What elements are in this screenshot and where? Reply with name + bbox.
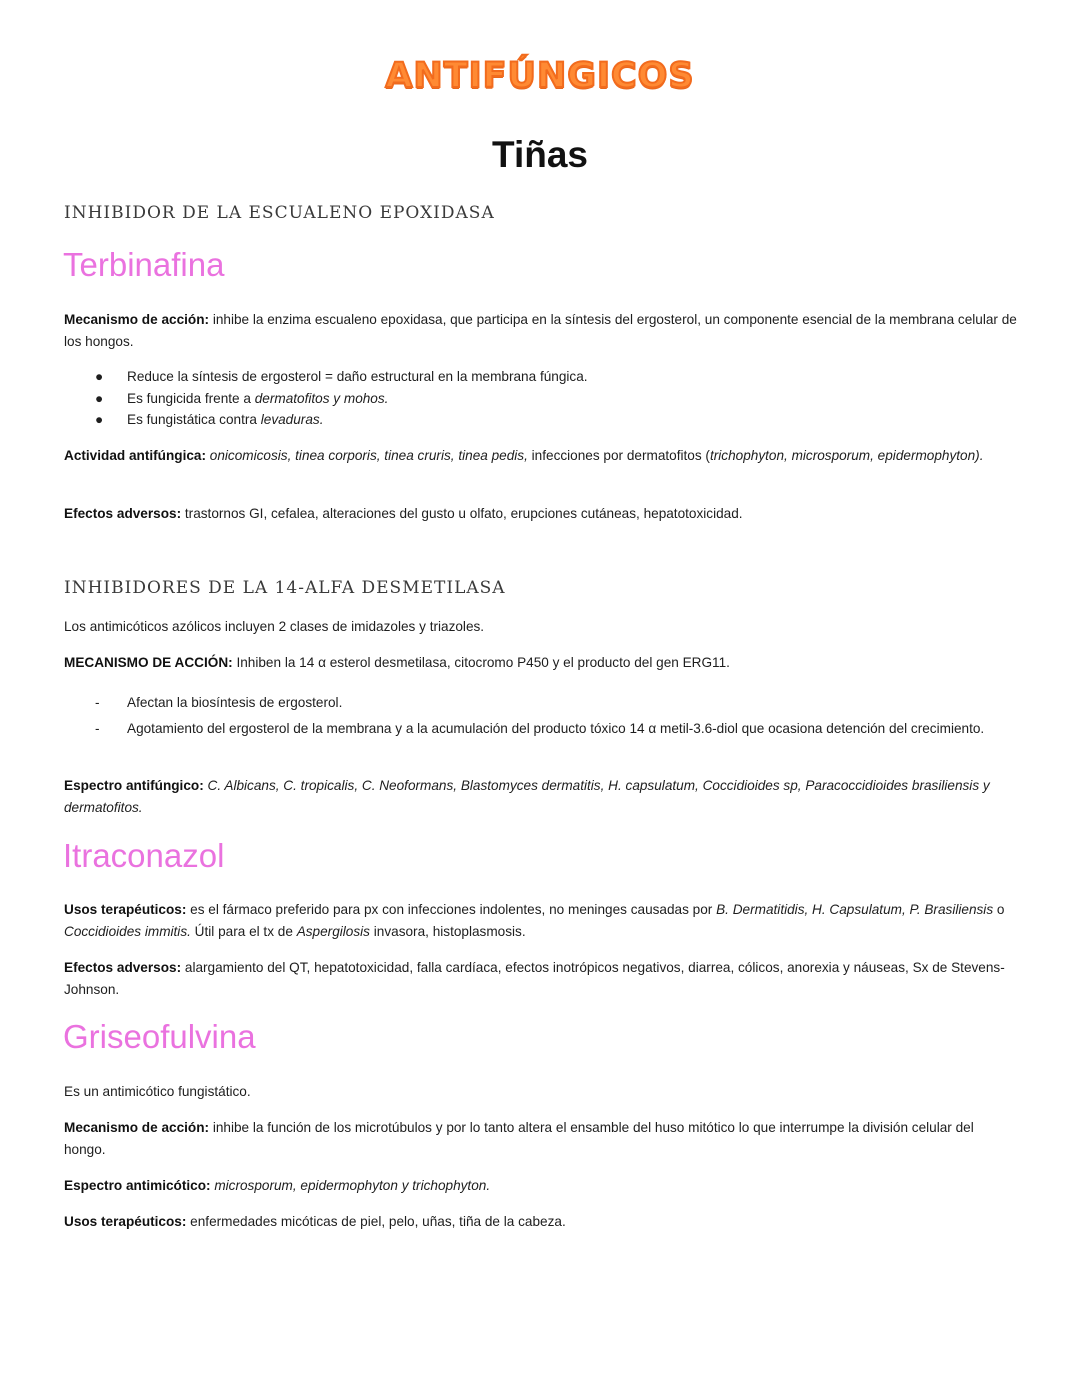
terbinafina-adverse <box>64 503 1019 525</box>
text: Inhiben la 14 α esterol desmetilasa, citocromo P450 y el producto del gen ERG11. <box>232 655 730 670</box>
list-item <box>64 692 1019 714</box>
text: inhibe la función de los microtúbulos y por lo tanto altera el ensamble del huso mitótico lo que interrumpe la división celular del hongo. <box>64 1120 974 1157</box>
griseofulvina-mechanism <box>64 1117 1019 1160</box>
text: alargamiento del QT, hepatotoxicidad, falla cardíaca, efectos inotrópicos negativos, diarrea, cólicos, anorexia y náuseas, Sx de Stevens-Johnson. <box>64 960 1005 997</box>
drug-title-itraconazol: Itraconazol <box>63 837 225 874</box>
terbinafina-mechanism <box>64 309 1019 352</box>
italic-text: B. Dermatitidis, H. Capsulatum, P. Brasiliensis <box>716 902 994 917</box>
azoles-spectrum <box>64 775 1019 818</box>
dash-icon: - <box>95 695 100 710</box>
section-heading-escualeno: INHIBIDOR DE LA ESCUALENO EPOXIDASA <box>64 203 495 223</box>
griseofulvina-spectrum <box>64 1175 1019 1197</box>
italic-text: dermatofitos y mohos. <box>254 390 389 406</box>
main-title: ANTIFÚNGICOS <box>385 56 695 96</box>
drug-title-terbinafina: Terbinafina <box>63 246 225 283</box>
text: es el fármaco preferido para px con infecciones indolentes, no meninges causadas por <box>186 902 717 917</box>
italic-text: trichophyton, microsporum, epidermophyton). <box>709 448 984 463</box>
italic-text: C. Albicans, C. tropicalis, C. Neoformans, Blastomyces dermatitis, H. capsulatum, Coccidioides sp, Paracoccidioides brasiliensis y dermatofitos. <box>64 778 990 815</box>
italic-text: levaduras. <box>260 412 324 427</box>
text: o <box>993 902 1005 917</box>
bullet-icon: ● <box>95 369 104 384</box>
azoles-mechanism <box>64 652 1019 674</box>
griseofulvina-uses <box>64 1211 1019 1233</box>
label: Mecanismo de acción: <box>64 1120 210 1135</box>
label: Usos terapéuticos: <box>64 902 187 917</box>
text: Es fungistática contra <box>127 412 261 427</box>
terbinafina-activity <box>64 445 1019 467</box>
text: enfermedades micóticas de piel, pelo, uñas, tiña de la cabeza. <box>186 1214 566 1229</box>
label: Actividad antifúngica: <box>64 448 206 463</box>
list-item <box>64 718 1019 740</box>
text: Afectan la biosíntesis de ergosterol. <box>127 695 343 710</box>
list-item <box>64 388 1019 410</box>
label: Mecanismo de acción: <box>64 312 210 327</box>
azoles-intro: Los antimicóticos azólicos incluyen 2 clases de imidazoles y triazoles. <box>64 619 485 634</box>
bullet-icon: ● <box>95 390 104 406</box>
italic-text: onicomicosis, tinea corporis, tinea cruris, tinea pedis, <box>206 448 528 463</box>
text: Agotamiento del ergosterol de la membrana y a la acumulación del producto tóxico 14 α metil-3.6-diol que ocasiona detención del crecimiento. <box>127 720 985 736</box>
label: Espectro antimicótico: <box>64 1178 211 1193</box>
text: trastornos GI, cefalea, alteraciones del gusto u olfato, erupciones cutáneas, hepatotoxicidad. <box>181 506 743 521</box>
itraconazol-adverse <box>64 957 1019 1000</box>
sub-title: Tiñas <box>492 134 588 175</box>
label: Usos terapéuticos: <box>64 1214 187 1229</box>
text: invasora, histoplasmosis. <box>369 923 526 939</box>
italic-text: Coccidioides immitis. <box>64 923 191 939</box>
text: inhibe la enzima escualeno epoxidasa, que participa en la síntesis del ergosterol, un componente esencial de la membrana celular de los hongos. <box>64 312 1017 349</box>
dash-icon: - <box>95 720 100 736</box>
section-heading-desmetilasa: INHIBIDORES DE LA 14-ALFA DESMETILASA <box>64 578 506 598</box>
bullet-icon: ● <box>95 412 104 427</box>
griseofulvina-intro: Es un antimicótico fungistático. <box>64 1084 251 1099</box>
label: MECANISMO DE ACCIÓN: <box>64 655 233 670</box>
list-item <box>64 409 1019 431</box>
azoles-dash-list <box>64 692 1019 739</box>
text: Útil para el tx de <box>190 923 297 939</box>
italic-text: Aspergilosis <box>296 923 370 939</box>
italic-text: microsporum, epidermophyton y trichophyton. <box>210 1178 491 1193</box>
itraconazol-uses <box>64 899 1019 942</box>
drug-title-griseofulvina: Griseofulvina <box>63 1018 256 1055</box>
label: Efectos adversos: <box>64 960 182 975</box>
text: Reduce la síntesis de ergosterol = daño estructural en la membrana fúngica. <box>127 369 588 384</box>
terbinafina-bullets <box>64 366 1019 431</box>
text: Es fungicida frente a <box>127 390 255 406</box>
label: Efectos adversos: <box>64 506 182 521</box>
text: infecciones por dermatofitos ( <box>527 448 710 463</box>
label: Espectro antifúngico: <box>64 778 204 793</box>
list-item <box>64 366 1019 388</box>
